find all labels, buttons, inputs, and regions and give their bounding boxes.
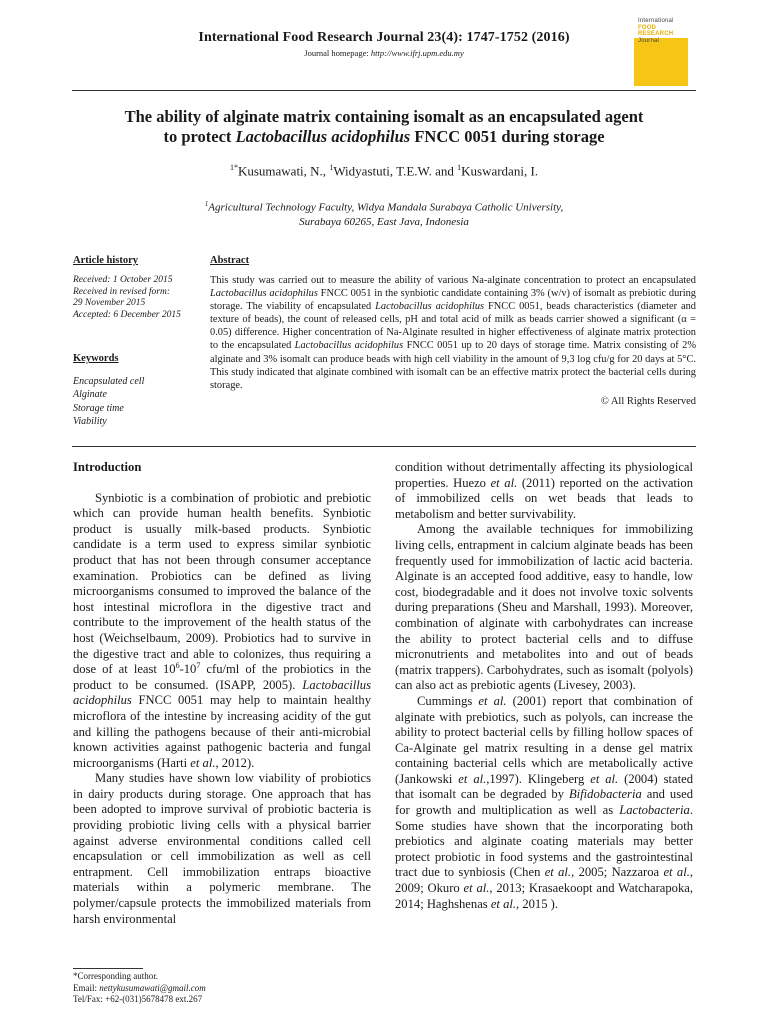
intro-paragraph-3: Among the available techniques for immobilizing living cells, entrapment in calcium alginate beads has been frequently used for immobilization of lactic acid bacteria. Alginate is an accepted food additive, easy to handle, low cost, biodegradable and it does not involve toxic solvents during preparations (Sheu and Marshall, 1993). Moreover, combination of alginate with carbohydrates can increase the ability to protect bacterial cells and to diffuse micronutrients and metabolites into and out of beads (matrix trappers). Carbohydrates, such as isomalt (polyols) can also act as prebiotic agents (Livesey, 2003).: [395, 522, 693, 693]
history-line: 29 November 2015: [73, 298, 146, 308]
text-run: . Some studies have shown that the incorporating both prebiotics and alginate coating materials may better protect probiotic in food systems and the gastrointestinal tract due to synbiosis (Chen: [395, 803, 693, 880]
text-run: Synbiotic is a combination of probiotic and prebiotic which can provide human health benefits. Synbiotic product is usually milk-based products. Synbiotic candidate is a term used to express similar synbiotic product that has not been through consumer acceptance examination. Probiotics can be defined as living microorganisms consumed to improved the balance of the host intestinal microflora in the digestive tract and contribute to the improvement of the health status of the host (Weichselbaum, 2009). Probiotics had to survive in the digestive tract and able to colonizes, thus requiring a dose of at least 10: [73, 490, 371, 677]
intro-paragraph-4: [395, 694, 693, 912]
telephone: Tel/Fax: +62-(031)5678478 ext.267: [73, 994, 203, 1004]
text-run: , 2005; Nazzaroa: [571, 865, 664, 880]
species-name: Lactobacillus acidophilus: [73, 677, 371, 708]
affiliation-line-2: Surabaya 60265, East Java, Indonesia: [299, 215, 469, 228]
logo-line-3: Journal: [638, 37, 660, 44]
text-run: (2004) stated that isomalt can be degraded by: [395, 771, 694, 802]
author-1-mark: 1*: [229, 163, 238, 172]
intro-paragraph-1: [73, 491, 371, 772]
history-line: Received in revised form:: [73, 286, 170, 297]
journal-title: International Food Research Journal 23(4): 1747-1752 (2016): [198, 30, 570, 45]
keywords-list: [73, 375, 198, 428]
abstract-divider: [72, 446, 696, 447]
species-name: Bifidobacteria: [568, 787, 642, 802]
author-3-mark: 1: [457, 163, 462, 172]
keyword: Storage time: [73, 402, 124, 414]
body-column-left: [73, 460, 371, 927]
keyword: Encapsulated cell: [73, 376, 145, 387]
homepage-label: Journal homepage:: [304, 48, 371, 58]
abstract-text: FNCC 0051 in the synbiotic candidate containing 3% (w/v) of isomalt as prebiotic during storage. The viability of encapsulated: [210, 288, 697, 313]
abstract-species: Lactobacillus acidophilus: [210, 288, 318, 300]
introduction-heading: Introduction: [73, 460, 142, 474]
article-history: [73, 275, 198, 321]
abstract-species: Lactobacillus acidophilus: [375, 301, 485, 313]
article-history-heading: Article history: [73, 255, 139, 266]
title-species: Lactobacillus acidophilus: [235, 127, 411, 146]
citation-etal: et al.: [458, 771, 487, 786]
logo-color-block: [634, 38, 688, 86]
title-text-end: FNCC 0051 during storage: [410, 127, 605, 146]
citation-etal: et al.: [590, 771, 619, 786]
text-run: , 2009; Okuro: [395, 865, 693, 896]
author-list: [72, 163, 696, 179]
exponent: 6: [175, 660, 180, 670]
corresponding-label: *Corresponding author.: [73, 971, 158, 981]
email-link[interactable]: nettykusumawati@gmail.com: [99, 982, 206, 993]
history-line: Received: 1 October 2015: [73, 275, 173, 285]
keyword: Viability: [73, 415, 107, 427]
copyright-notice: © All Rights Reserved: [600, 395, 696, 407]
text-run: cfu/ml of the probiotics in the product to be consumed. (ISAPP, 2005).: [73, 662, 371, 692]
keyword: Alginate: [73, 389, 107, 401]
abstract-body: [210, 274, 696, 392]
title-line-1: The ability of alginate matrix containing isomalt as an encapsulated agent: [124, 107, 644, 126]
keywords-heading: Keywords: [73, 353, 119, 364]
text-run: condition without detrimentally affecting its physiological properties. Huezo: [395, 460, 693, 490]
abstract-text: This study was carried out to measure the ability of various Na-alginate concentration to protect an encapsulated: [210, 275, 696, 286]
text-run: -10: [179, 662, 197, 677]
intro-paragraph-2: Many studies have shown low viability of probiotics in dairy products during storage. One approach that has been adopted to improve survival of probiotic bacteria is providing probiotic living cells with a physical barrier against adverse environmental conditions called cell encapsulation or cell immobilization as well as cell entrapment. Cell immobilization entraps bioactive materials within a polymeric membrane. The polymer/capsule protects the immobilized materials from harsh environmental: [73, 771, 371, 926]
journal-logo: [634, 18, 688, 86]
text-run: , 2012).: [215, 755, 255, 770]
citation-etal: et al.: [463, 881, 490, 896]
email-label: Email:: [73, 982, 100, 993]
homepage-link[interactable]: http://www.ifrj.upm.edu.my: [370, 48, 464, 58]
text-run: (2011) reported on the activation of immobilized cells on wet beads that leads to metabolism and better survivability.: [395, 475, 693, 521]
title-line-2: [72, 127, 696, 147]
text-run: and used for growth and multiplication as well as: [395, 787, 693, 818]
text-run: FNCC 0051 may help to maintain healthy microflora of the intestine by increasing acidity of the gut and killing the pathogens because of their anti-microbial known activities against pathogenic bacteria and fungal microorganisms (Harti: [73, 693, 371, 770]
abstract-text: FNCC 0051, beads characteristics (diameter and texture of beads), the count of released cells, pH and total acid of milk as beads carrier showed a significant (α = 0.05) difference. Higher concentration of Na-Alginate resulted in higher effectiveness of alginate matrix protection to the encapsulated: [210, 301, 697, 352]
author-2: Widyastuti, T.E.W. and: [333, 163, 458, 179]
text-run: (2001) report that combination of alginate with prebiotics, such as polyols, can increase the ability to protect bacterial cells by filling hollow spaces of Ca-Alginate gel matrix resulting in a dense gel matrix containing bacterial cells which are metabolically active (Jankowski: [395, 693, 693, 786]
logo-text: [638, 18, 688, 44]
text-run: , 2015 ).: [516, 896, 559, 911]
abstract-text: FNCC 0051 up to 20 days of storage time. Matrix consisting of 2% alginate and 3% isomalt can produce beads with high cell viability in the amount of 9,3 log cfu/g for 20 days at 5°C. This study indicated that alginate combined with isomalt can be an effective matrix protect the bacterial cells during storage.: [210, 340, 696, 391]
history-line: Accepted: 6 December 2015: [73, 309, 181, 320]
paper-title: [72, 107, 696, 147]
text-run: ,1997). Klingeberg: [486, 771, 591, 786]
species-name: Lactobacteria: [619, 803, 690, 818]
article-info: [73, 255, 198, 428]
header-divider: [72, 90, 696, 91]
citation-etal: et al.: [544, 865, 572, 880]
author-1: Kusumawati, N.,: [237, 163, 330, 179]
intro-paragraph-2-cont: [395, 460, 693, 522]
citation-etal: et al.: [663, 865, 690, 880]
corresponding-author-footnote: [73, 968, 373, 1006]
body-column-right: [395, 460, 693, 912]
email-line: [73, 983, 373, 995]
citation-etal: et al.: [490, 475, 518, 490]
author-3: Kuswardani, I.: [461, 163, 539, 179]
author-2-mark: 1: [329, 163, 334, 172]
text-run: Cummings: [417, 693, 479, 708]
logo-line-2: FOOD RESEARCH: [638, 24, 674, 37]
affiliation-mark: 1: [204, 200, 209, 208]
abstract-heading: Abstract: [210, 255, 250, 266]
logo-line-1: International: [638, 18, 674, 24]
footnote-divider: [73, 968, 143, 969]
citation-etal: et al.: [490, 896, 517, 911]
exponent: 7: [196, 660, 201, 670]
affiliation: [72, 197, 696, 229]
abstract-species: Lactobacillus acidophilus: [294, 340, 404, 352]
title-text: to protect: [163, 127, 236, 146]
text-run: , 2013; Krasaekoopt and Watcharapoka, 2014; Haghshenas: [395, 881, 694, 911]
citation-etal: et al.: [190, 755, 216, 770]
citation-etal: et al.: [478, 693, 507, 708]
abstract-section: [210, 255, 696, 407]
affiliation-line-1: Agricultural Technology Faculty, Widya Mandala Surabaya Catholic University,: [208, 201, 564, 214]
